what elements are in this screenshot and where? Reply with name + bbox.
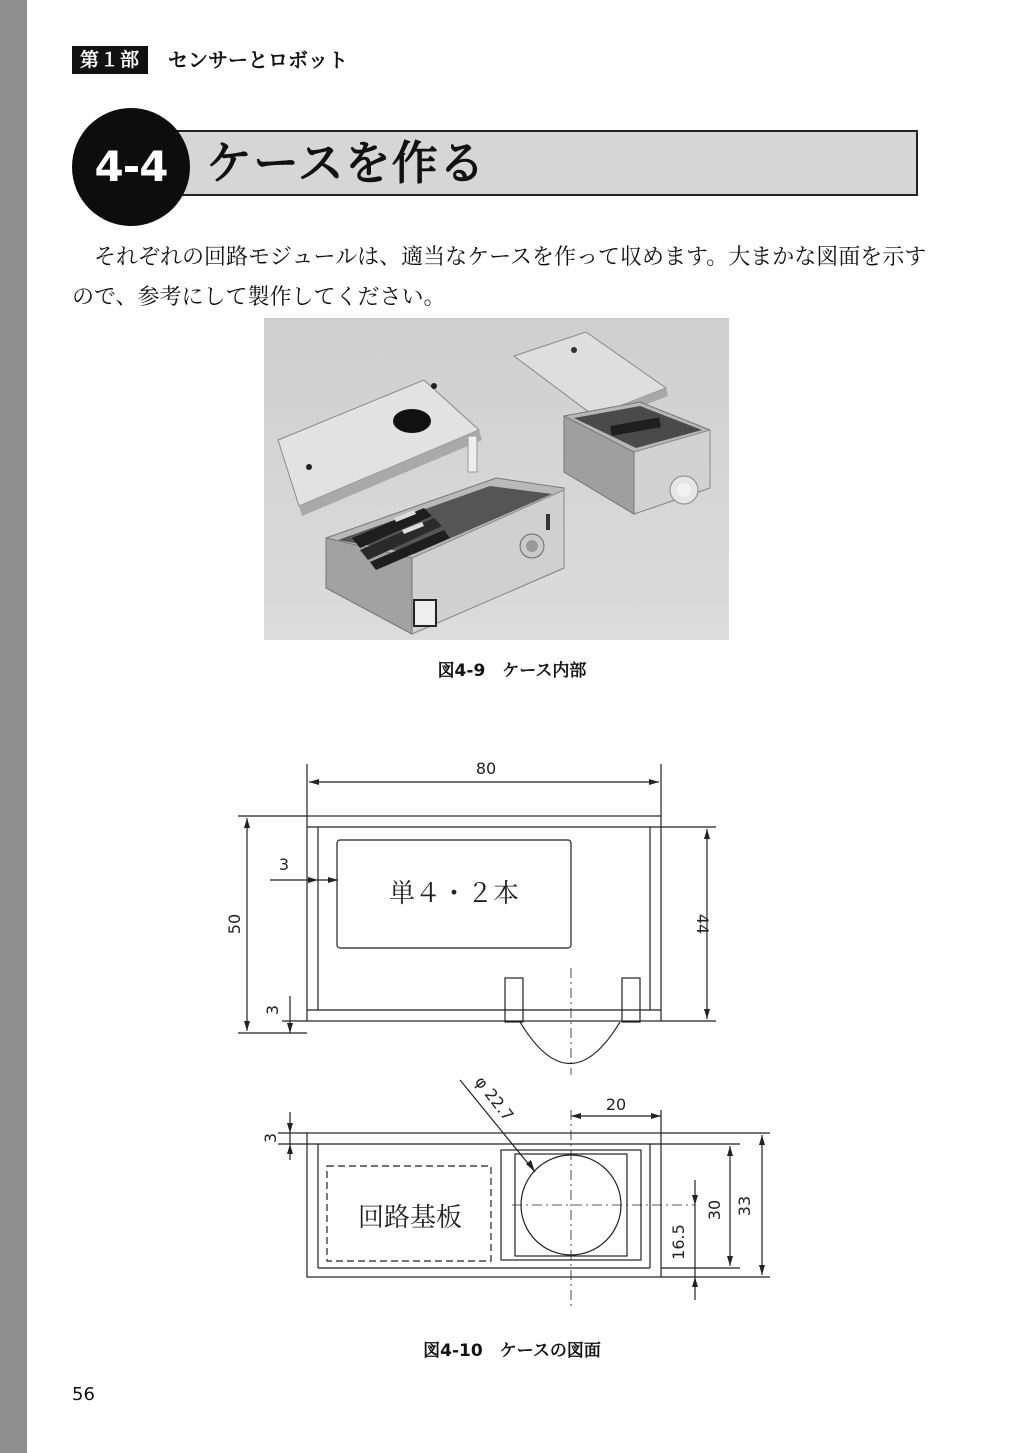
dim-hole-offset: 20 xyxy=(605,1095,627,1114)
board-label: 回路基板 xyxy=(357,1203,463,1233)
battery-label: 単４・２本 xyxy=(388,879,520,909)
dim-wall-left: 3 xyxy=(278,855,290,874)
dim-wall-bottom: 3 xyxy=(263,1004,282,1016)
figure-caption-4-10: 図4-10 ケースの図面 xyxy=(423,1341,601,1361)
dim-inner-depth: 30 xyxy=(705,1199,724,1221)
section-title: ケースを作る xyxy=(206,136,486,190)
page-number: 56 xyxy=(72,1384,95,1405)
dim-width: 80 xyxy=(475,759,497,778)
dim-height: 50 xyxy=(225,913,244,935)
dim-hole-diameter: φ 22.7 xyxy=(471,1072,518,1125)
part-label: 第１部 xyxy=(72,46,148,74)
dim-inner-height: 44 xyxy=(693,913,712,935)
dim-outer-depth: 33 xyxy=(735,1195,754,1217)
case-drawing xyxy=(0,740,1024,1340)
dim-hole-height: 16.5 xyxy=(669,1224,688,1260)
dim-front-wall: 3 xyxy=(261,1132,280,1144)
top-view-outline xyxy=(307,816,661,1021)
section-number: 4-4 xyxy=(94,142,168,191)
figure-caption-4-9: 図4-9 ケース内部 xyxy=(437,661,587,681)
body-paragraph: それぞれの回路モジュールは、適当なケースを作って収めます。大まかな図面を示すので、参考にして製作してください。 xyxy=(72,245,927,310)
case-interior-photo xyxy=(264,318,729,640)
part-title: センサーとロボット xyxy=(168,48,348,72)
